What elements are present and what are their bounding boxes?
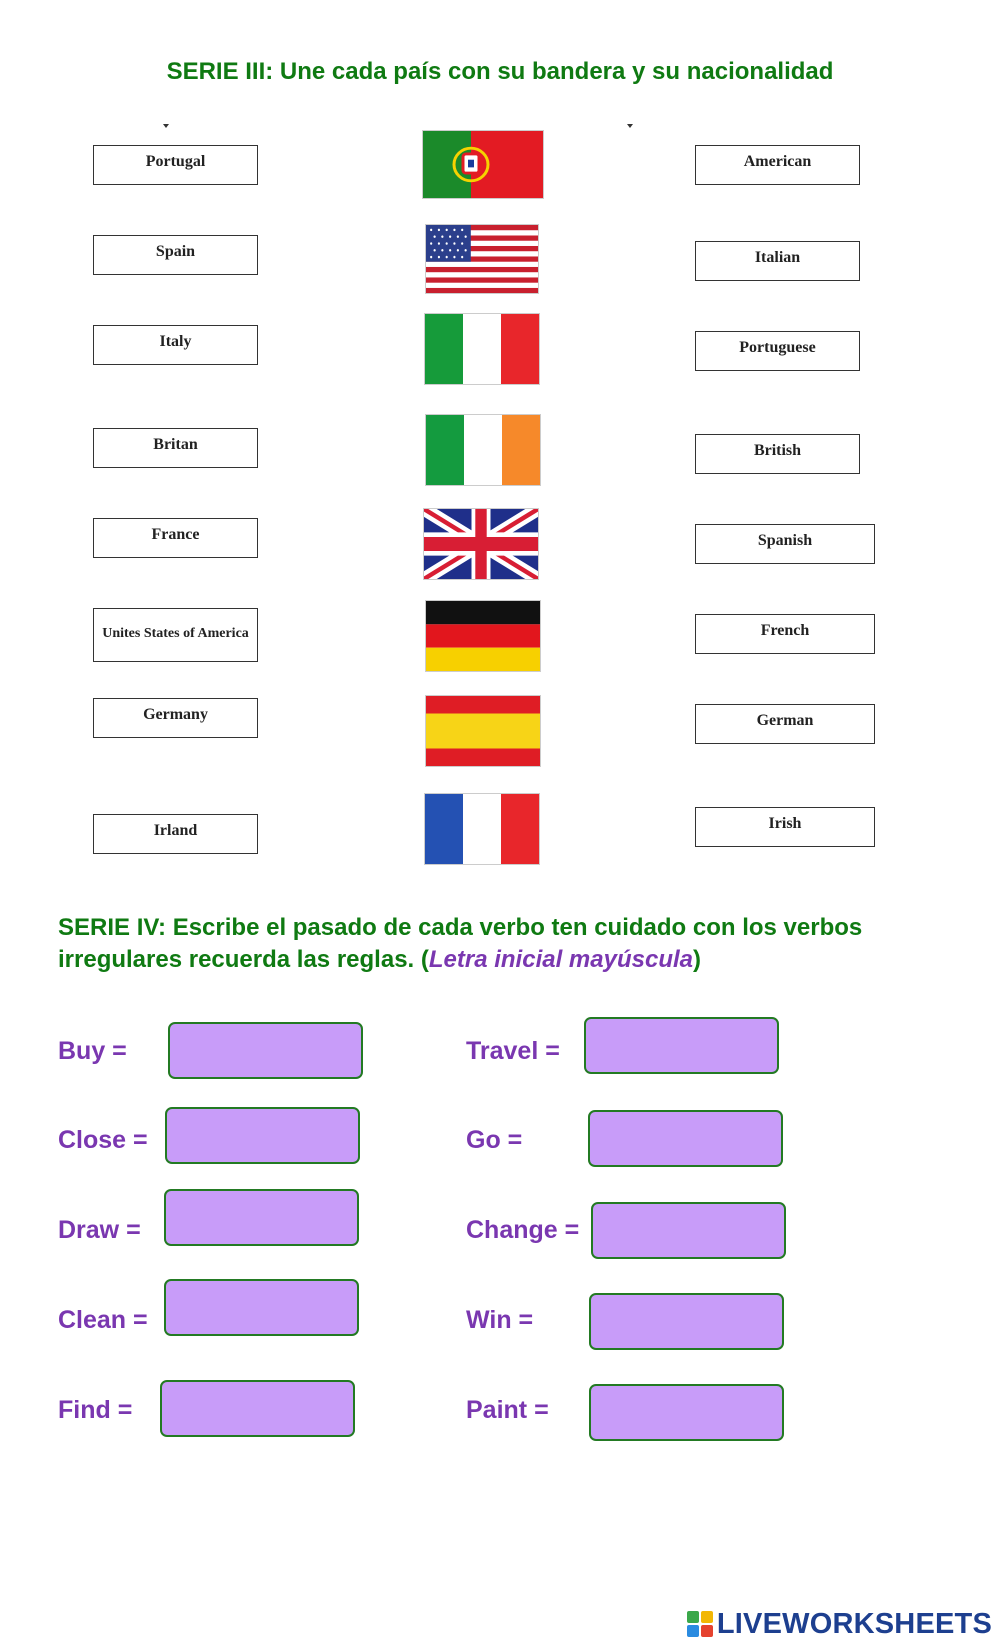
nationality-box-american[interactable]: American xyxy=(695,145,860,185)
nationality-box-portuguese[interactable]: Portuguese xyxy=(695,331,860,371)
verb-label-travel: Travel = xyxy=(466,1037,560,1065)
verb-label-go: Go = xyxy=(466,1126,523,1154)
portugal-flag-icon[interactable] xyxy=(422,130,544,199)
verb-label-draw: Draw = xyxy=(58,1216,141,1244)
verb-label-paint: Paint = xyxy=(466,1396,549,1424)
nationality-box-spanish[interactable]: Spanish xyxy=(695,524,875,564)
country-box-usa[interactable]: Unites States of America xyxy=(93,608,258,662)
country-box-portugal[interactable]: Portugal xyxy=(93,145,258,185)
germany-flag-icon[interactable] xyxy=(425,600,541,672)
usa-flag-icon[interactable] xyxy=(425,224,539,294)
country-box-britan[interactable]: Britan xyxy=(93,428,258,468)
liveworksheets-wordmark: LIVEWORKSHEETS xyxy=(716,1607,992,1640)
country-box-irland[interactable]: Irland xyxy=(93,814,258,854)
answer-input-go[interactable] xyxy=(588,1110,783,1167)
tick-mark xyxy=(163,124,169,128)
spain-flag-icon[interactable] xyxy=(425,695,541,767)
liveworksheets-logo xyxy=(687,1607,992,1641)
france-flag-icon[interactable] xyxy=(424,793,540,865)
verb-label-clean: Clean = xyxy=(58,1306,148,1334)
country-box-france[interactable]: France xyxy=(93,518,258,558)
verb-label-find: Find = xyxy=(58,1396,133,1424)
verb-label-win: Win = xyxy=(466,1306,534,1334)
serie4-title xyxy=(58,912,958,976)
serie4-title-close: ) xyxy=(693,946,701,973)
serie3-title: SERIE III: Une cada país con su bandera y su nacionalidad xyxy=(166,58,834,85)
answer-input-buy[interactable] xyxy=(168,1022,363,1079)
answer-input-paint[interactable] xyxy=(589,1384,784,1441)
nationality-box-french[interactable]: French xyxy=(695,614,875,654)
uk-flag-icon[interactable] xyxy=(423,508,539,580)
liveworksheets-logo-icon xyxy=(687,1611,713,1637)
country-box-italy[interactable]: Italy xyxy=(93,325,258,365)
answer-input-clean[interactable] xyxy=(164,1279,359,1336)
nationality-box-british[interactable]: British xyxy=(695,434,860,474)
nationality-box-irish[interactable]: Irish xyxy=(695,807,875,847)
answer-input-change[interactable] xyxy=(591,1202,786,1259)
country-box-germany[interactable]: Germany xyxy=(93,698,258,738)
serie4-title-italic: Letra inicial mayúscula xyxy=(428,946,693,973)
answer-input-travel[interactable] xyxy=(584,1017,779,1074)
verb-label-change: Change = xyxy=(466,1216,580,1244)
country-box-spain[interactable]: Spain xyxy=(93,235,258,275)
tick-mark xyxy=(627,124,633,128)
ireland-flag-icon[interactable] xyxy=(425,414,541,486)
verb-label-buy: Buy = xyxy=(58,1037,127,1065)
answer-input-win[interactable] xyxy=(589,1293,784,1350)
serie4-title-main: SERIE IV: Escribe el pasado de cada verbo ten cuidado con los verbos irregulares recuerda las reglas. ( xyxy=(58,914,863,973)
verb-label-close: Close = xyxy=(58,1126,148,1154)
answer-input-close[interactable] xyxy=(165,1107,360,1164)
italy-flag-icon[interactable] xyxy=(424,313,540,385)
nationality-box-german[interactable]: German xyxy=(695,704,875,744)
nationality-box-italian[interactable]: Italian xyxy=(695,241,860,281)
answer-input-find[interactable] xyxy=(160,1380,355,1437)
answer-input-draw[interactable] xyxy=(164,1189,359,1246)
